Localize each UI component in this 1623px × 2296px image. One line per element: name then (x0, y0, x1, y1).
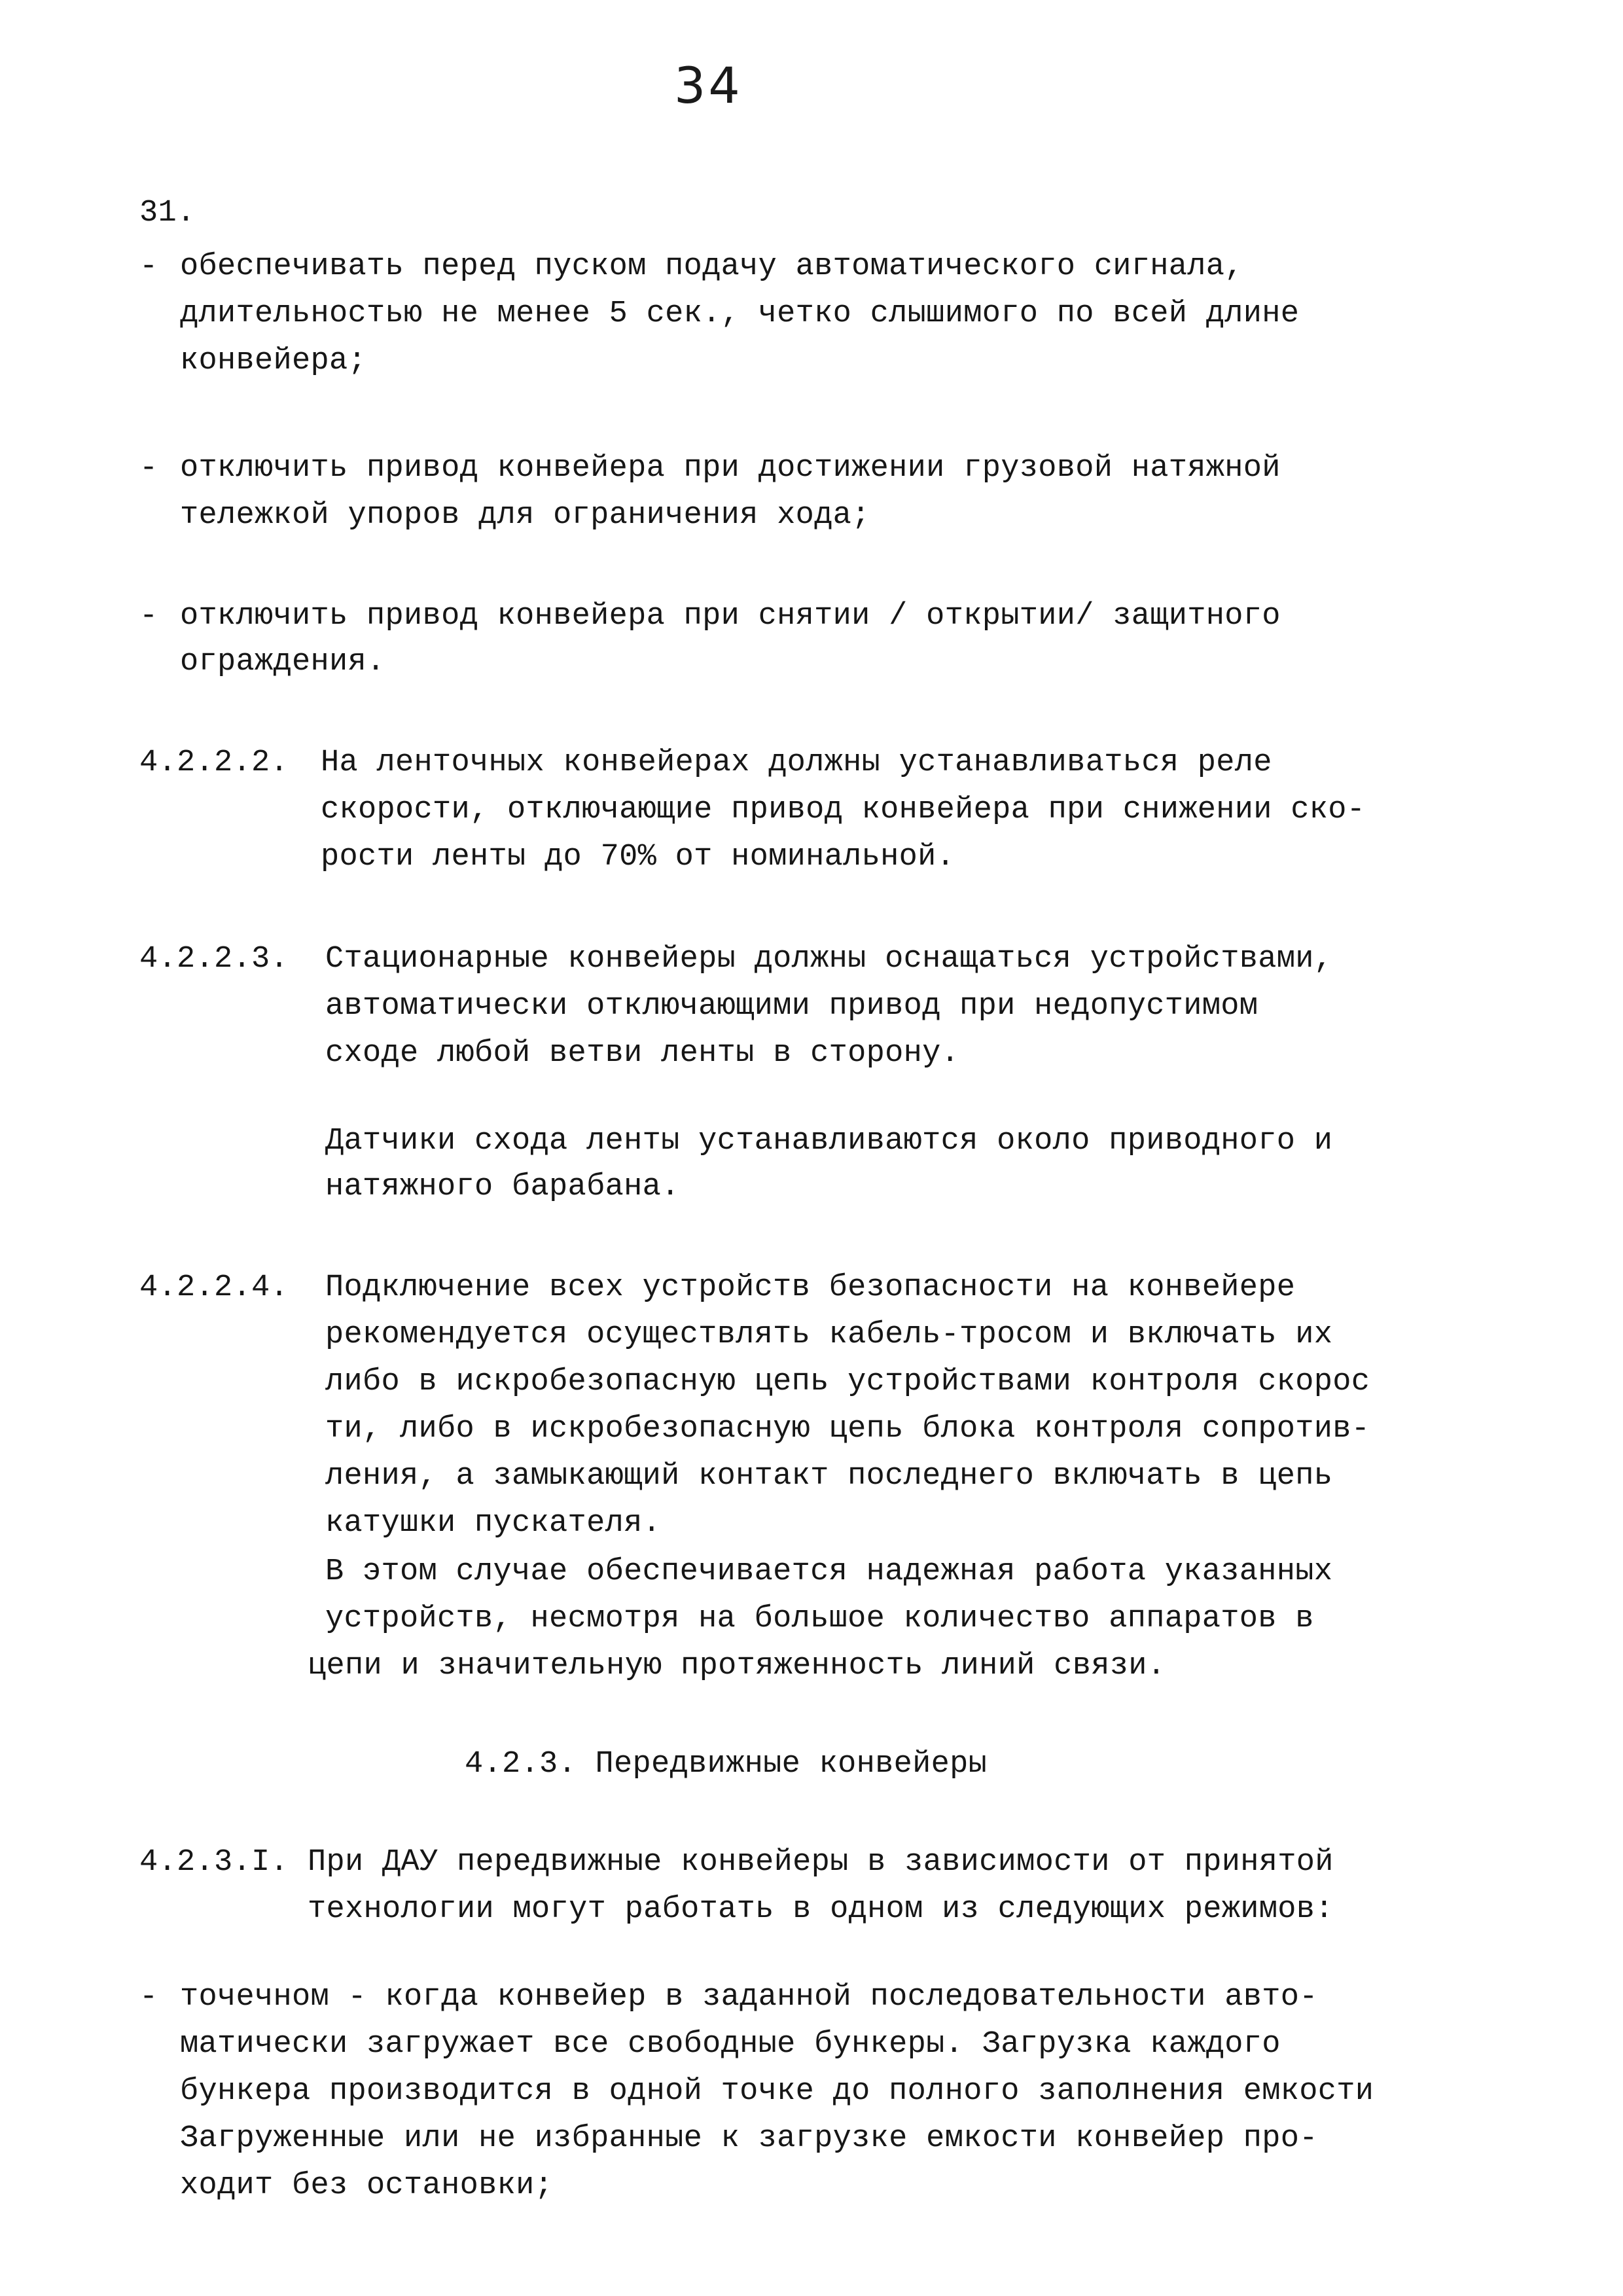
section-line: автоматически отключающими привод при недопустимом (325, 989, 1258, 1024)
bullet-line: отключить привод конвейера при достижении грузовой натяжной (180, 451, 1281, 486)
bullet-dash: - (139, 1980, 158, 2015)
bullet-line: точечном - когда конвейер в заданной последовательности авто- (180, 1980, 1318, 2015)
bullet-line: тележкой упоров для ограничения хода; (180, 498, 870, 533)
bullet-line: матически загружает все свободные бункеры. Загрузка каждого (180, 2027, 1281, 2062)
section-line: ти, либо в искробезопасную цепь блока контроля сопротив- (325, 1412, 1370, 1446)
section-line: устройств, несмотря на большое количество аппаратов в (325, 1602, 1314, 1636)
section-line: сходе любой ветви ленты в сторону. (325, 1036, 960, 1071)
bullet-line: бункера производится в одной точке до полного заполнения емкости (180, 2074, 1374, 2109)
section-line: рекомендуется осуществлять кабель-тросом и включать их (325, 1318, 1333, 1352)
section-line: В этом случае обеспечивается надежная работа указанных (325, 1554, 1333, 1589)
section-line: технологии могут работать в одном из следующих режимов: (308, 1892, 1334, 1927)
bullet-line: ходит без остановки; (180, 2168, 554, 2203)
section-line: Датчики схода ленты устанавливаются около приводного и (325, 1124, 1333, 1158)
section-number: 4.2.2.4. (139, 1270, 289, 1305)
bullet-line: конвейера; (180, 344, 367, 378)
section-line: катушки пускателя. (325, 1506, 662, 1541)
subsection-heading: 4.2.3. Передвижные конвейеры (465, 1747, 988, 1782)
continuation-number: 31. (139, 196, 196, 230)
bullet-dash: - (139, 599, 158, 634)
bullet-line: ограждения. (180, 645, 385, 679)
section-line: Подключение всех устройств безопасности на конвейере (325, 1270, 1296, 1305)
bullet-line: обеспечивать перед пуском подачу автоматического сигнала, (180, 249, 1243, 284)
section-line: ления, а замыкающий контакт последнего включать в цепь (325, 1459, 1333, 1494)
section-number: 4.2.2.3. (139, 942, 289, 977)
section-line: скорости, отключающие привод конвейера при снижении ско- (321, 793, 1366, 827)
page-number: 34 (674, 56, 743, 115)
bullet-dash: - (139, 451, 158, 486)
section-line: натяжного барабана. (325, 1170, 680, 1204)
section-line: Стационарные конвейеры должны оснащаться устройствами, (325, 942, 1333, 977)
section-line: либо в искробезопасную цепь устройствами контроля скорос (325, 1365, 1370, 1399)
bullet-line: длительностью не менее 5 сек., четко слышимого по всей длине (180, 296, 1300, 331)
section-number: 4.2.3.I. (139, 1845, 289, 1880)
section-line: На ленточных конвейерах должны устанавливаться реле (321, 745, 1272, 780)
section-line: рости ленты до 70% от номинальной. (321, 840, 955, 874)
bullet-dash: - (139, 249, 158, 284)
section-line: цепи и значительную протяженность линий связи. (308, 1649, 1166, 1683)
section-number: 4.2.2.2. (139, 745, 289, 780)
section-line: При ДАУ передвижные конвейеры в зависимости от принятой (308, 1845, 1334, 1880)
bullet-line: Загруженные или не избранные к загрузке емкости конвейер про- (180, 2121, 1318, 2156)
bullet-line: отключить привод конвейера при снятии / открытии/ защитного (180, 599, 1281, 634)
